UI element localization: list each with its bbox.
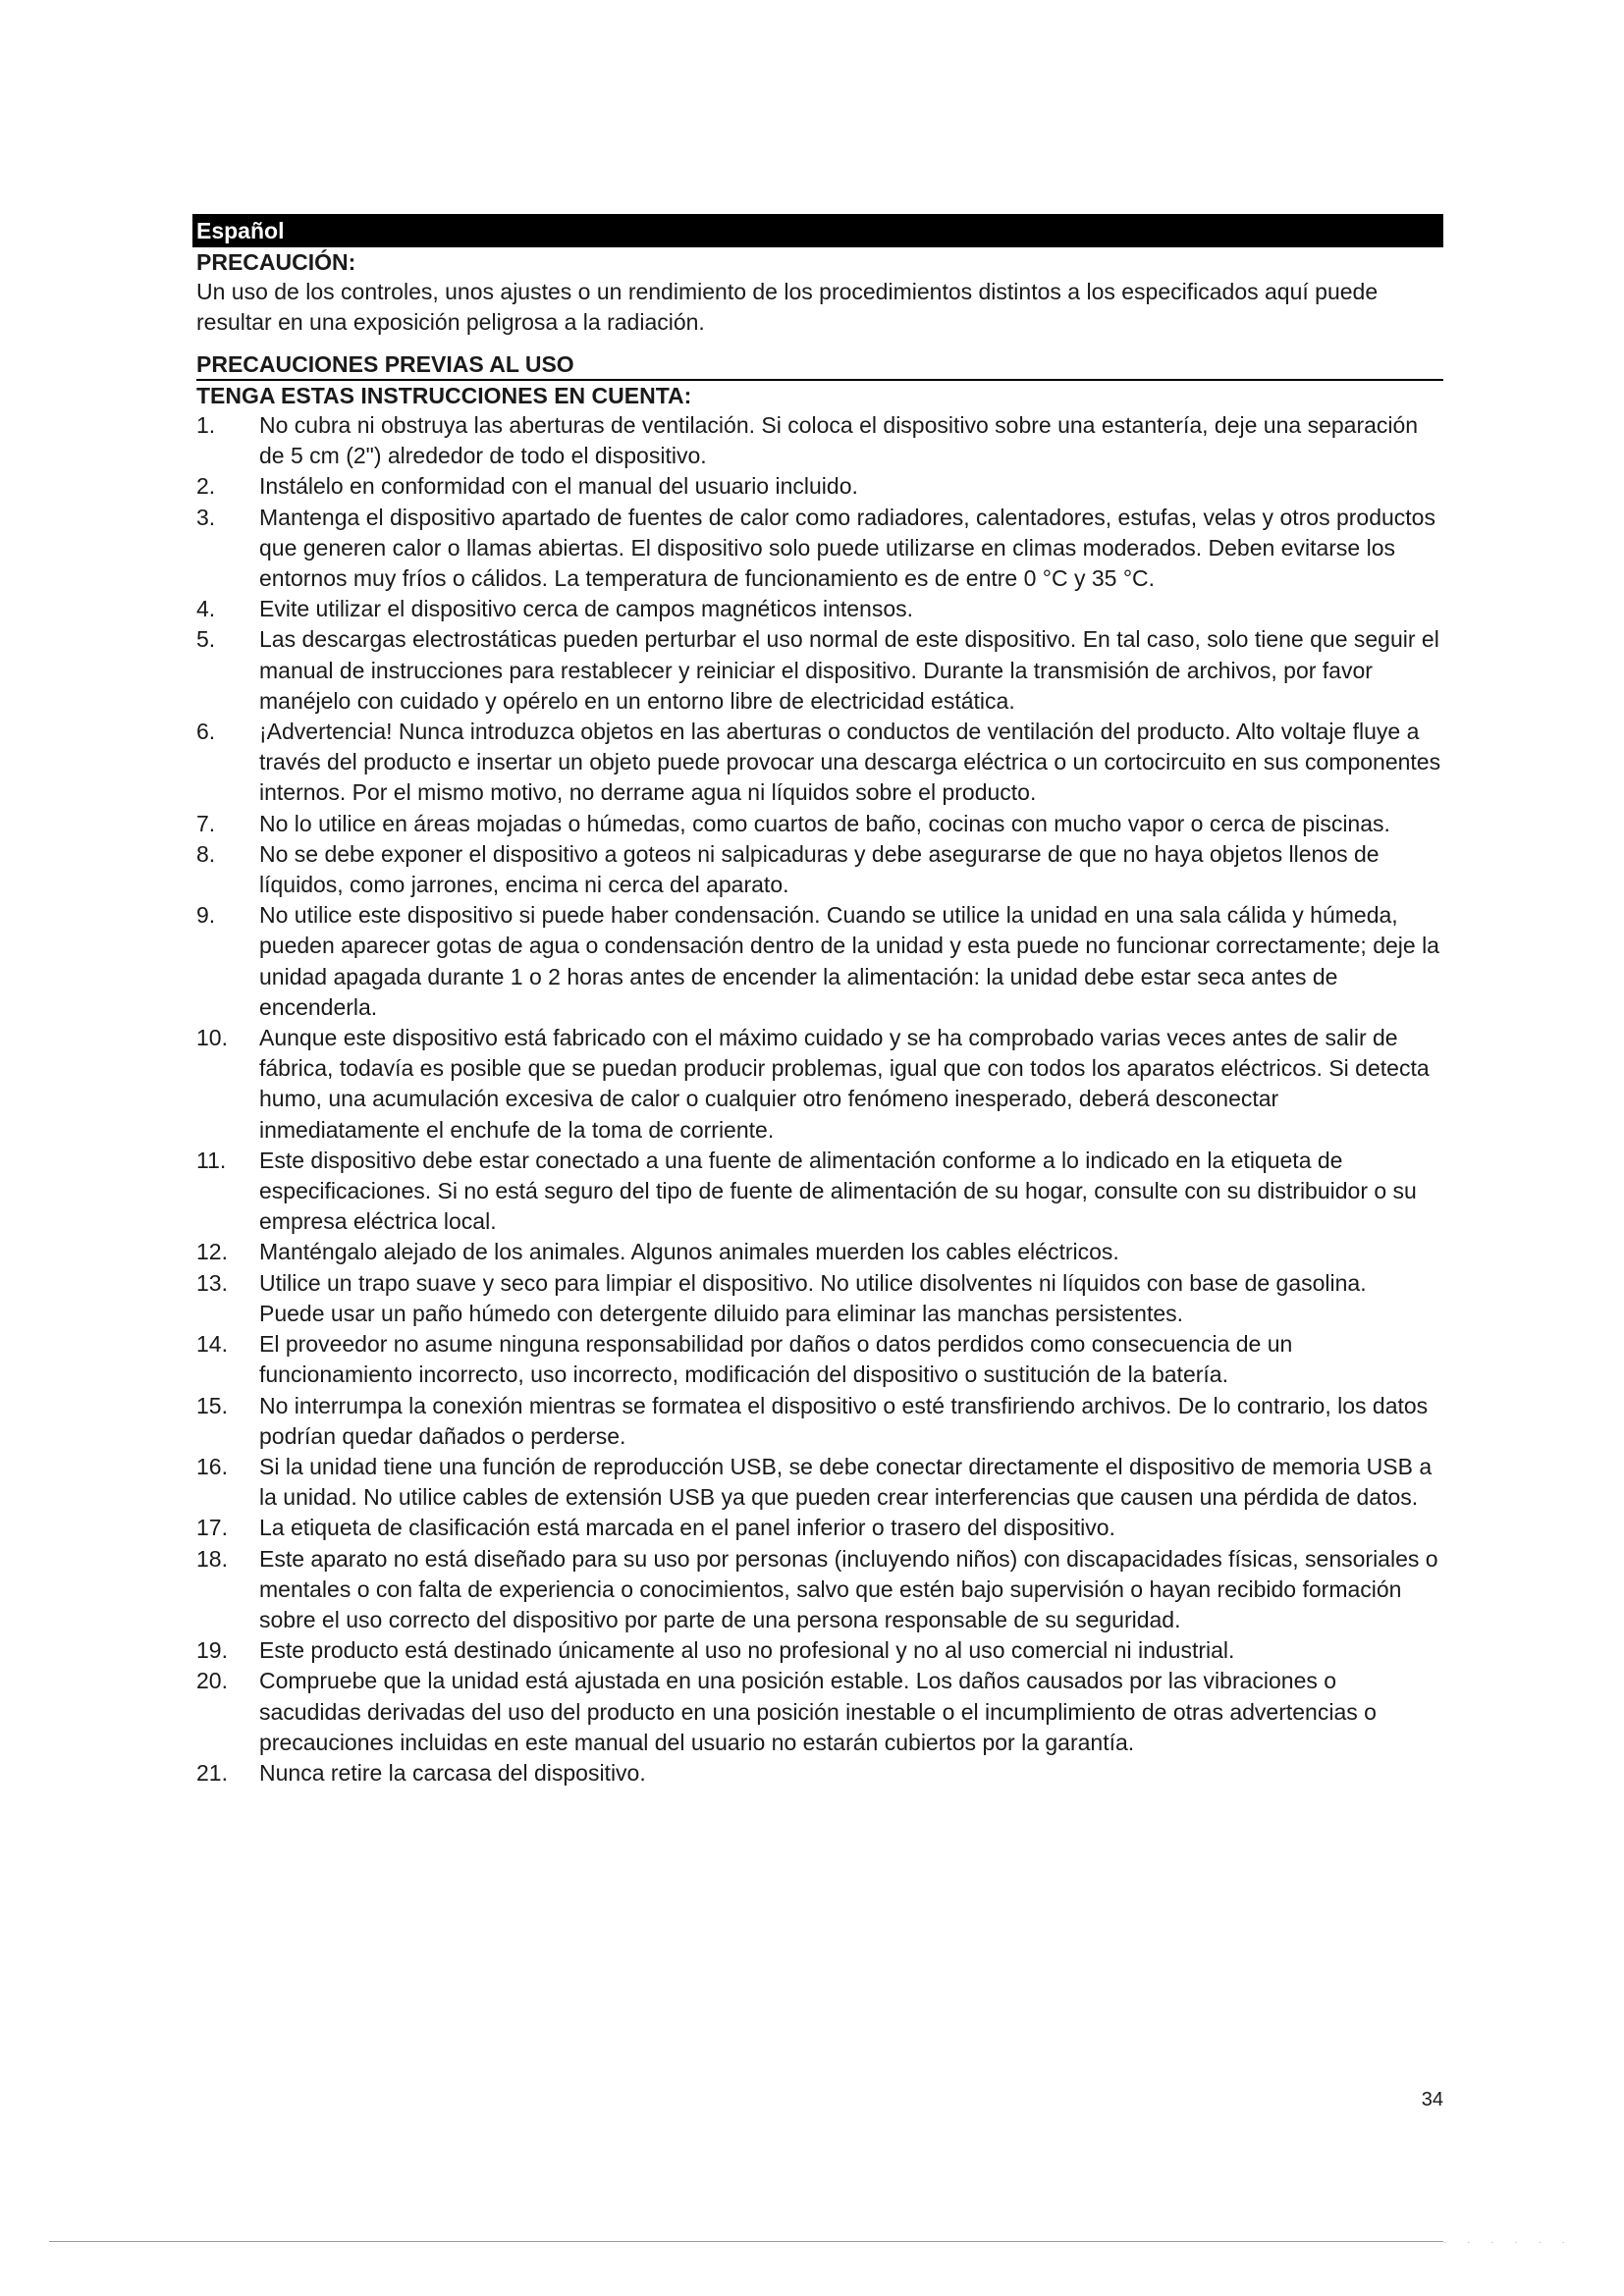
list-item-text: Instálelo en conformidad con el manual del usuario incluido. [259,473,858,500]
list-item [192,1452,1443,1513]
list-item-text-block [259,624,1443,717]
list-item [192,624,1443,717]
list-item-text-block [259,594,1443,624]
document-page [192,214,1443,1789]
list-item-text-block [259,1268,1443,1329]
list-item-text-block [259,839,1443,900]
list-item-text-block [259,1544,1443,1636]
list-item-text: No lo utilice en áreas mojadas o húmedas, como cuartos de baño, cocinas con mucho vapor o cerca de piscinas. [259,810,1390,836]
list-item-number: 20. [196,1668,228,1694]
list-item-text: Si la unidad tiene una función de reproducción USB, se debe conectar directamente el dispositivo de memoria USB a la unidad. No utilice cables de extensión USB ya que pueden crear interferencias que causen una pérdida de datos. [259,1453,1433,1511]
list-item [192,594,1443,624]
precautions-heading: PRECAUCIONES PREVIAS AL USO [196,351,574,377]
page-number: 34 [1421,2089,1443,2110]
list-item [192,1146,1443,1238]
caution-text: Un uso de los controles, unos ajustes o un rendimiento de los procedimientos distintos a los especificados aquí puede resultar en una exposición peligrosa a la radiación. [196,279,1379,335]
instructions-heading: TENGA ESTAS INSTRUCCIONES EN CUENTA: [196,383,692,408]
list-item-text: Compruebe que la unidad está ajustada en una posición estable. Los daños causados por las vibraciones o sacudidas derivadas del uso del producto en una posición inestable o el incumplimiento de otras advertencias o precauciones incluidas en este manual del usuario no estarán cubiertos por la garantía. [259,1668,1377,1755]
list-item-number: 9. [196,902,216,929]
list-item-text: No se debe exponer el dispositivo a goteos ni salpicaduras y debe asegurarse de que no haya objetos llenos de líquidos, como jarrones, encima ni cerca del aparato. [259,840,1380,898]
list-item-text: Este dispositivo debe estar conectado a una fuente de alimentación conforme a lo indicado en la etiqueta de especificaciones. Si no está seguro del tipo de fuente de alimentación de su hogar, consulte con su distribuidor o su empresa eléctrica local. [259,1147,1417,1235]
footer-dots: · · · · · · [1443,2237,1574,2248]
list-item [192,410,1443,471]
list-item-text-block [259,410,1443,471]
list-item-text-block [259,900,1443,1023]
list-item-number: 8. [196,840,216,867]
list-item-number: 3. [196,504,216,530]
list-item-text-block [259,1023,1443,1146]
list-item [192,503,1443,595]
list-item-number: 13. [196,1269,228,1296]
list-item [192,1268,1443,1329]
list-item-number: 7. [196,810,216,836]
list-item-text-block [259,1635,1443,1666]
list-item-text: No cubra ni obstruya las aberturas de ventilación. Si coloca el dispositivo sobre una estantería, deje una separación de 5 cm (2") alrededor de todo el dispositivo. [259,412,1419,469]
list-item-text: No utilice este dispositivo si puede haber condensación. Cuando se utilice la unidad en una sala cálida y húmeda, pueden aparecer gotas de agua o condensación dentro de la unidad y esta puede no funcionar correctamente; deje la unidad apagada durante 1 o 2 horas antes de encender la alimentación: la unidad debe estar seca antes de encenderla. [259,902,1439,1020]
list-item-text: Manténgalo alejado de los animales. Algunos animales muerden los cables eléctricos. [259,1239,1119,1265]
list-item [192,717,1443,809]
list-item-text-block [259,809,1443,839]
list-item-number: 5. [196,626,216,653]
list-item [192,809,1443,839]
caution-heading: PRECAUCIÓN: [196,249,356,275]
list-item-number: 10. [196,1025,228,1051]
list-item-text-block [259,1329,1443,1390]
list-item-number: 17. [196,1515,228,1541]
list-item-text-block [259,1666,1443,1758]
list-item-text: Las descargas electrostáticas pueden perturbar el uso normal de este dispositivo. En tal caso, solo tiene que seguir el manual de instrucciones para restablecer y reiniciar el dispositivo. Durante la transmisión de archivos, por favor manéjelo con cuidado y opérelo en un entorno libre de electricidad estática. [259,626,1439,714]
list-item [192,839,1443,900]
list-item-text: Este aparato no está diseñado para su uso por personas (incluyendo niños) con discapacidades físicas, sensoriales o mentales o con falta de experiencia o conocimientos, salvo que estén bajo supervisión o hayan recibido formación sobre el uso correcto del dispositivo por parte de una persona responsable de su seguridad. [259,1545,1438,1632]
list-item [192,1391,1443,1452]
instructions-list [192,410,1443,1789]
list-item-number: 19. [196,1637,228,1664]
list-item-text: Mantenga el dispositivo apartado de fuentes de calor como radiadores, calentadores, estufas, velas y otros productos que generen calor o llamas abiertas. El dispositivo solo puede utilizarse en climas moderados. Deben evitarse los entornos muy fríos o cálidos. La temperatura de funcionamiento es de entre 0 °C y 35 °C. [259,504,1435,592]
list-item-text: Aunque este dispositivo está fabricado con el máximo cuidado y se ha comprobado varias veces antes de salir de fábrica, todavía es posible que se puedan producir problemas, igual que con todos los aparatos eléctricos. Si detecta humo, una acumulación excesiva de calor o cualquier otro fenómeno inesperado, deberá desconectar inmediatamente el enchufe de la toma de corriente. [259,1025,1430,1143]
list-item-number: 11. [196,1147,227,1173]
list-item-number: 15. [196,1392,228,1418]
footer-divider [49,2241,1443,2242]
list-item-number: 21. [196,1759,228,1786]
list-item [192,1329,1443,1390]
list-item-text-block [259,1758,1443,1789]
list-item-text: La etiqueta de clasificación está marcada en el panel inferior o trasero del dispositivo. [259,1515,1115,1541]
list-item [192,471,1443,502]
list-item [192,1635,1443,1666]
list-item-text-block [259,1452,1443,1513]
language-section-bar: Español [192,214,1443,247]
list-item-text-block [259,503,1443,595]
list-item [192,1023,1443,1146]
list-item-text: Este producto está destinado únicamente al uso no profesional y no al uso comercial ni industrial. [259,1637,1235,1664]
list-item-text: Nunca retire la carcasa del dispositivo. [259,1759,646,1786]
list-item-number: 14. [196,1331,228,1358]
list-item [192,1544,1443,1636]
list-item-text-block [259,1237,1443,1267]
list-item-text-block [259,1513,1443,1543]
list-item-text: No interrumpa la conexión mientras se formatea el dispositivo o esté transfiriendo archivos. De lo contrario, los datos podrían quedar dañados o perderse. [259,1392,1429,1449]
list-item-number: 12. [196,1239,228,1265]
list-item [192,1237,1443,1267]
list-item-extra-text: Puede usar un paño húmedo con detergente diluido para eliminar las manchas persistentes. [259,1300,1184,1326]
list-item-number: 2. [196,473,216,500]
list-item-text: Evite utilizar el dispositivo cerca de campos magnéticos intensos. [259,596,914,622]
list-item-text: Utilice un trapo suave y seco para limpiar el dispositivo. No utilice disolventes ni líquidos con base de gasolina. [259,1269,1367,1296]
list-item [192,1513,1443,1543]
list-item-number: 4. [196,596,216,622]
list-item-number: 18. [196,1545,228,1572]
list-item-text-block [259,1146,1443,1238]
list-item [192,900,1443,1023]
list-item-number: 1. [196,412,216,438]
list-item-text-block [259,1391,1443,1452]
list-item-text-block [259,717,1443,809]
list-item-text: El proveedor no asume ninguna responsabilidad por daños o datos perdidos como consecuencia de un funcionamiento incorrecto, uso incorrecto, modificación del dispositivo o sustitución de la batería. [259,1331,1293,1388]
list-item-number: 6. [196,719,216,745]
list-item-text-block [259,471,1443,502]
list-item [192,1758,1443,1789]
list-item-text: ¡Advertencia! Nunca introduzca objetos en las aberturas o conductos de ventilación del producto. Alto voltaje fluye a través del producto e insertar un objeto puede provocar una descarga eléctrica o un cortocircuito en sus componentes internos. Por el mismo motivo, no derrame agua ni líquidos sobre el producto. [259,719,1441,806]
list-item [192,1666,1443,1758]
list-item-number: 16. [196,1453,228,1479]
